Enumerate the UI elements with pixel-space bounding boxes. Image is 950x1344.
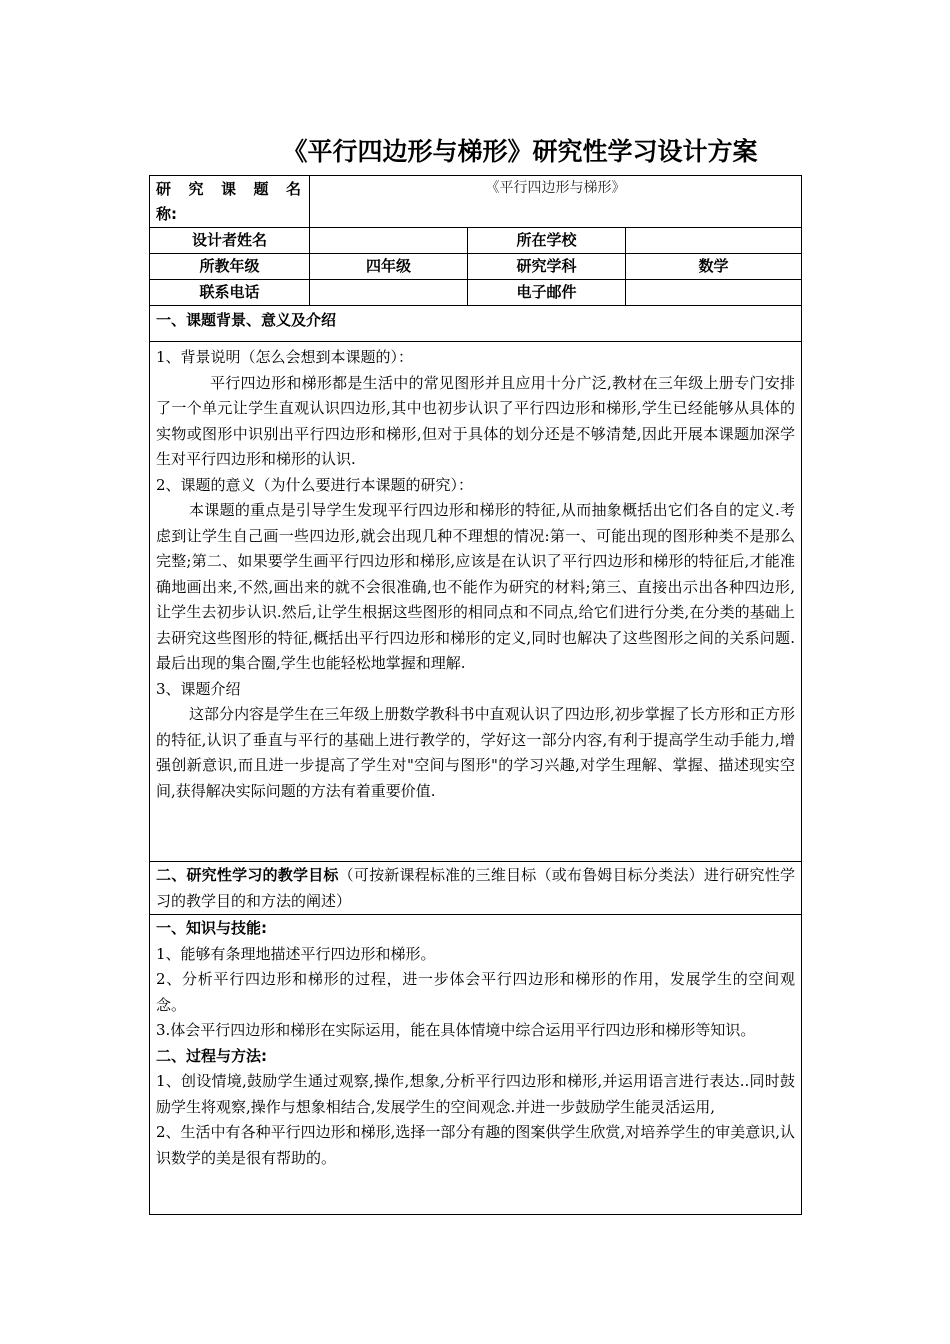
knowledge-item: 1、能够有条理地描述平行四边形和梯形。	[156, 944, 436, 963]
email-value[interactable]	[626, 280, 802, 306]
designer-label: 设计者姓名	[150, 228, 310, 254]
page-title: 《平行四边形与梯形》研究性学习设计方案	[282, 137, 758, 166]
knowledge-item: 2、分析平行四边形和梯形的过程，进一步体会平行四边形和梯形的作用，发展学生的空间观念。	[156, 970, 795, 1014]
section2-title: 二、研究性学习的教学目标	[156, 866, 339, 884]
topic-row	[150, 176, 802, 228]
knowledge-heading: 一、知识与技能:	[156, 919, 267, 937]
design-form-table	[149, 175, 802, 1215]
email-label: 电子邮件	[468, 280, 626, 306]
contact-row	[150, 280, 802, 306]
phone-value[interactable]	[310, 280, 468, 306]
meaning-heading: 2、课题的意义（为什么要进行本课题的研究）：	[156, 475, 474, 494]
grade-label: 所教年级	[150, 254, 310, 280]
topic-label-cont: 称:	[156, 205, 177, 223]
section2-title-cell	[150, 862, 802, 915]
process-item: 2、生活中有各种平行四边形和梯形,选择一部分有趣的图案供学生欣赏,对培养学生的审美意识,认识数学的美是很有帮助的。	[156, 1123, 795, 1167]
intro-heading: 3、课题介绍	[156, 679, 241, 698]
background-heading: 1、背景说明（怎么会想到本课题的）：	[156, 348, 414, 366]
section1-body	[150, 342, 802, 862]
topic-label-cell	[150, 176, 310, 228]
knowledge-item: 3.体会平行四边形和梯形在实际运用，能在具体情境中综合运用平行四边形和梯形等知识。	[156, 1021, 756, 1039]
section1-title: 一、课题背景、意义及介绍	[150, 306, 802, 342]
section2-title-line	[156, 863, 795, 914]
process-item: 1、创设情境,鼓励学生通过观察,操作,想象,分析平行四边形和梯形,并运用语言进行表达..同时鼓励学生将观察,操作与想象相结合,发展学生的空间观念.并进一步鼓励学生能灵活运用,	[156, 1072, 795, 1116]
section2-note: （可按新课程标准的三维目标（或布鲁姆目标分类法）进行研究性学习的教学目的和方法的阐述）	[156, 866, 795, 910]
process-heading: 二、过程与方法:	[156, 1046, 267, 1065]
grade-value: 四年级	[310, 254, 468, 280]
designer-row	[150, 228, 802, 254]
subject-value: 数学	[626, 254, 802, 280]
designer-value[interactable]	[310, 228, 468, 254]
meaning-text: 本课题的重点是引导学生发现平行四边形和梯形的特征,从而抽象概括出它们各自的定义.考虑到让学生自己画一些四边形,就会出现几种不理想的情况:第一、可能出现的图形种类不是那么完整;第二、如果要学生画平行四边形和梯形,应该是在认识了平行四边形和梯形的特征后,才能准确地画出来,不然,画出来的就不会很准确,也不能作为研究的材料;第三、直接出示出各种四边形,让学生去初步认识.然后,让学生根据这些图形的相同点和不同点,给它们进行分类,在分类的基础上去研究这些图形的特征,概括出平行四边形和梯形的定义,同时也解决了这些图形之间的关系问题.最后出现的集合圈,学生也能轻松地掌握和理解.	[156, 501, 795, 672]
subject-label: 研究学科	[468, 254, 626, 280]
topic-label: 研 究 课 题 名	[156, 180, 303, 198]
phone-label: 联系电话	[150, 280, 310, 306]
background-text: 平行四边形和梯形都是生活中的常见图形并且应用十分广泛,教材在三年级上册专门安排了一个单元让学生直观认识四边形,其中也初步认识了平行四边形和梯形,学生已经能够从具体的实物或图形中识别出平行四边形和梯形,但对于具体的划分还是不够清楚,因此开展本课题加深学生对平行四边形和梯形的认识.	[156, 373, 795, 468]
section1-title-row	[150, 306, 802, 342]
grade-row	[150, 254, 802, 280]
intro-text: 这部分内容是学生在三年级上册数学教科书中直观认识了四边形,初步掌握了长方形和正方形的特征,认识了垂直与平行的基础上进行教学的，学好这一部分内容,有利于提高学生动手能力,增强创新意识,而且进一步提高了学生对"空间与图形"的学习兴趣,对学生理解、掌握、描述现实空间,获得解决实际问题的方法有着重要价值.	[156, 705, 795, 800]
section2-body	[150, 915, 802, 1215]
topic-value: 《平行四边形与梯形》	[310, 176, 802, 228]
section1-body-row	[150, 342, 802, 862]
school-label: 所在学校	[468, 228, 626, 254]
section2-title-row	[150, 862, 802, 915]
school-value[interactable]	[626, 228, 802, 254]
section2-body-row	[150, 915, 802, 1215]
